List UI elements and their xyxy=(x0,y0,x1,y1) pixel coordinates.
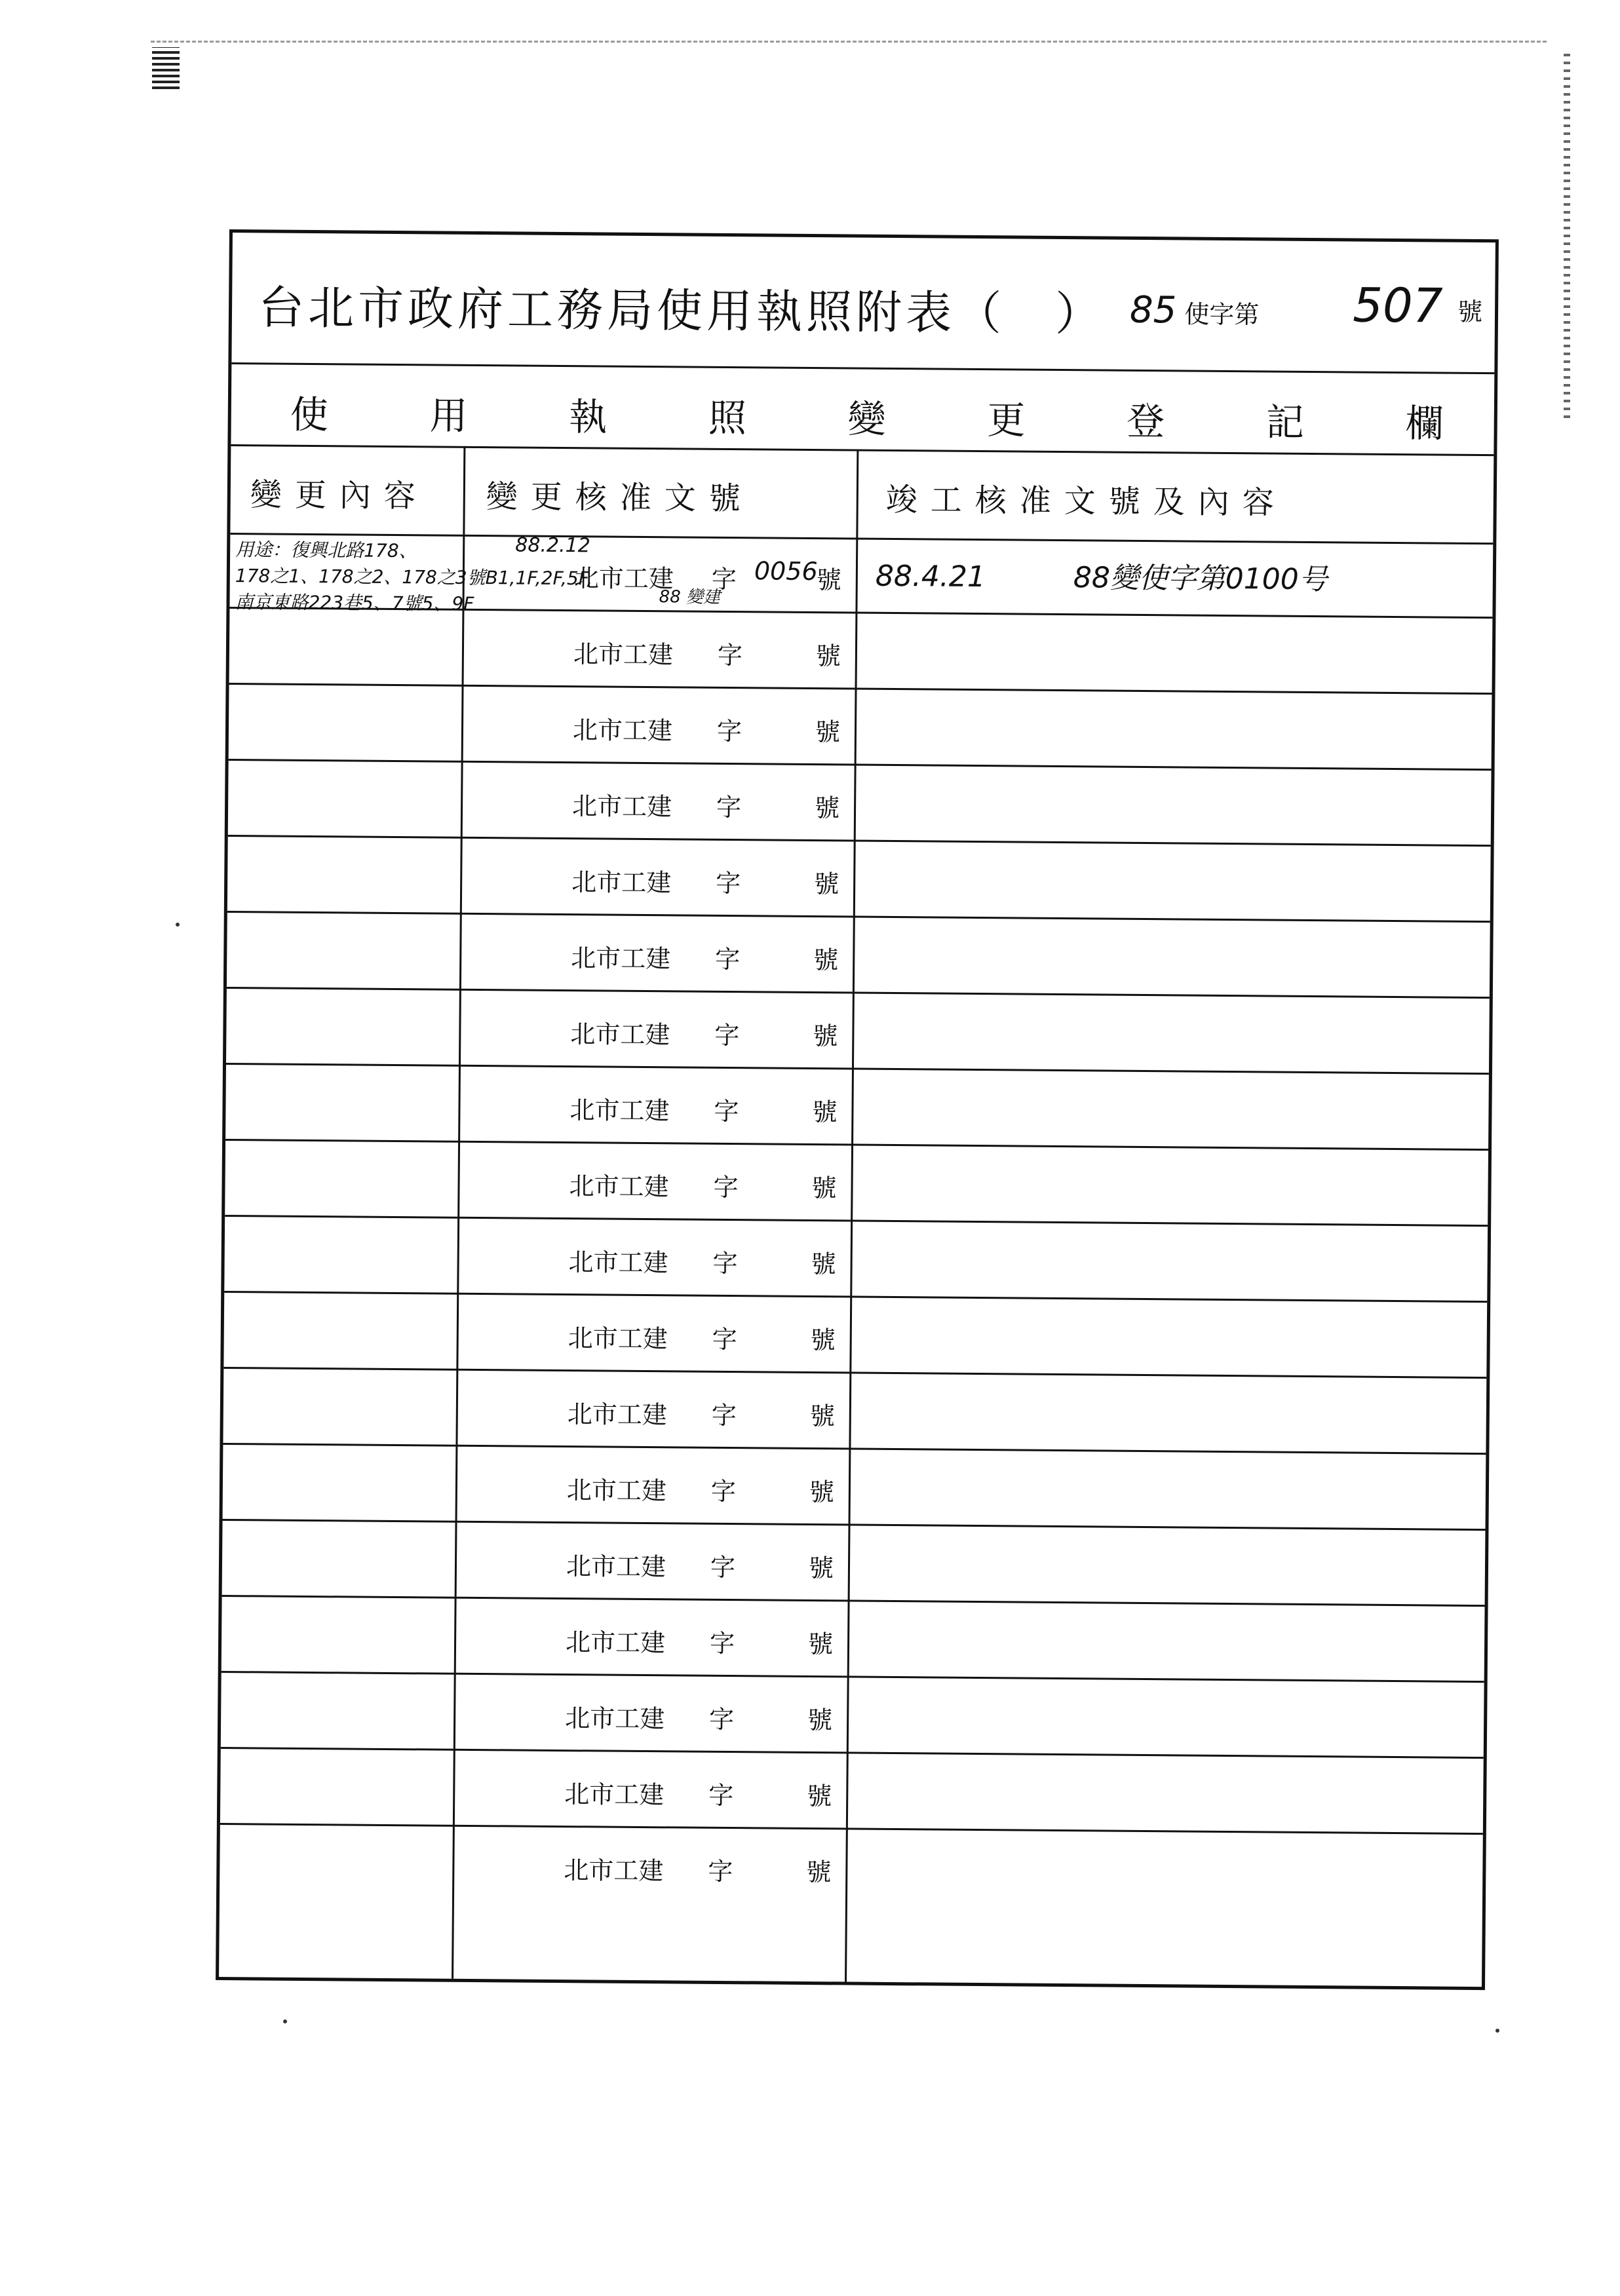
table-row xyxy=(229,533,1493,619)
change-approval-cell xyxy=(456,1295,850,1372)
approval-zi: 字 xyxy=(708,1780,734,1810)
table-row xyxy=(220,1749,1484,1835)
register-rows xyxy=(220,533,1493,1911)
approval-prefix: 北市工建 xyxy=(571,868,672,898)
approval-zi: 字 xyxy=(715,944,741,974)
section-title-char: 照 xyxy=(708,395,747,441)
approval-zi: 字 xyxy=(714,1020,740,1050)
approval-zi: 字 xyxy=(711,1400,737,1430)
approval-hao: 號 xyxy=(815,718,841,747)
approval-hao: 號 xyxy=(815,641,841,671)
approval-prefix: 北市工建 xyxy=(571,792,672,822)
change-approval-cell xyxy=(458,1067,852,1144)
approval-zi: 字 xyxy=(708,1856,733,1886)
approval-zi: 字 xyxy=(709,1628,735,1658)
approval-zi: 字 xyxy=(711,564,737,594)
permit-year-handwritten: 85 xyxy=(1129,288,1177,332)
table-row xyxy=(222,1597,1485,1683)
form-title-row xyxy=(231,233,1495,374)
scan-artifact-mark xyxy=(152,47,180,89)
column-header-change-content: 變更內容 xyxy=(250,476,429,515)
column-header-change-approval-no: 變更核准文號 xyxy=(486,478,754,518)
content-line: 南京東路223巷5、7號5、9F xyxy=(235,591,474,615)
change-approval-cell xyxy=(459,991,853,1068)
change-approval-cell xyxy=(460,839,854,916)
approval-hao: 號 xyxy=(806,1857,832,1887)
permit-number-handwritten: 507 xyxy=(1352,277,1443,334)
approval-hao: 號 xyxy=(811,1174,837,1203)
table-row xyxy=(223,1293,1487,1379)
approval-hao: 號 xyxy=(807,1630,834,1659)
approval-number-handwritten: 0056 xyxy=(754,556,818,586)
section-title-char: 更 xyxy=(987,398,1026,443)
table-row xyxy=(228,761,1492,847)
section-title xyxy=(290,384,1444,448)
table-row xyxy=(223,1445,1486,1531)
column-header-row xyxy=(230,444,1494,545)
approval-zi: 字 xyxy=(716,716,742,746)
completion-approval-handwritten xyxy=(876,552,1328,598)
approval-date-handwritten: 88.2.12 xyxy=(515,533,590,558)
approval-zi: 字 xyxy=(716,868,741,898)
table-row xyxy=(222,1521,1486,1607)
change-approval-cell xyxy=(462,611,856,688)
approval-prefix: 北市工建 xyxy=(569,1172,669,1202)
approval-prefix: 北市工建 xyxy=(572,716,673,746)
scan-speck xyxy=(176,923,180,927)
form-title: 台北市政府工務局使用執照附表（ ） xyxy=(258,280,1106,341)
approval-hao: 號 xyxy=(809,1478,835,1507)
change-approval-cell xyxy=(455,1371,849,1448)
scan-edge-right xyxy=(1564,51,1570,418)
content-line: 178之1、178之2、178之3號B1,1F,2F,5F, xyxy=(235,565,593,590)
permit-suffix: 號 xyxy=(1457,297,1483,327)
approval-zi: 字 xyxy=(712,1248,738,1278)
approval-hao: 號 xyxy=(814,794,840,823)
table-row xyxy=(221,1673,1484,1759)
approval-hao: 號 xyxy=(807,1781,832,1811)
approval-prefix: 北市工建 xyxy=(568,1324,668,1354)
approval-prefix: 北市工建 xyxy=(571,944,671,974)
table-row xyxy=(227,913,1490,999)
change-approval-cell xyxy=(457,1143,851,1220)
approval-prefix: 北市工建 xyxy=(566,1552,666,1582)
approval-hao: 號 xyxy=(809,1402,835,1431)
section-title-char: 執 xyxy=(568,394,608,440)
approval-prefix: 北市工建 xyxy=(566,1476,667,1506)
approval-hao: 號 xyxy=(811,1250,836,1279)
approval-zi: 字 xyxy=(714,1096,739,1126)
table-row xyxy=(226,989,1490,1075)
approval-prefix: 北市工建 xyxy=(570,1020,670,1050)
section-title-char: 欄 xyxy=(1405,401,1444,446)
approval-zi: 字 xyxy=(712,1324,737,1354)
section-title-char: 使 xyxy=(290,392,329,438)
approval-zi: 字 xyxy=(708,1704,735,1734)
approval-hao: 號 xyxy=(814,870,839,899)
approval-hao: 號 xyxy=(813,946,839,975)
approval-hao: 號 xyxy=(808,1554,834,1583)
approval-prefix: 北市工建 xyxy=(564,1856,664,1886)
usage-permit-change-form xyxy=(216,229,1499,1990)
section-title-char: 變 xyxy=(847,396,886,442)
table-row xyxy=(220,1825,1483,1911)
column-header-completion-approval: 竣工核准文號及內容 xyxy=(885,481,1288,522)
scan-speck xyxy=(283,2019,287,2023)
table-row xyxy=(223,1369,1486,1455)
table-row xyxy=(227,837,1491,923)
approval-zi: 字 xyxy=(710,1476,737,1506)
approval-hao: 號 xyxy=(813,1022,838,1051)
approval-prefix: 北市工建 xyxy=(568,1248,668,1278)
section-title-row xyxy=(231,362,1494,456)
change-approval-cell xyxy=(461,687,855,764)
change-approval-cell xyxy=(453,1675,847,1752)
approval-hao: 號 xyxy=(807,1705,833,1735)
section-title-char: 用 xyxy=(429,393,468,438)
change-approval-cell xyxy=(461,763,855,840)
change-approval-cell xyxy=(453,1751,847,1828)
table-row xyxy=(225,1065,1489,1151)
section-title-char: 記 xyxy=(1265,400,1305,445)
approval-zi: 字 xyxy=(710,1552,736,1582)
table-row xyxy=(224,1217,1488,1303)
approval-prefix: 北市工建 xyxy=(567,1400,667,1430)
scan-edge-top xyxy=(151,41,1547,43)
approval-prefix: 北市工建 xyxy=(565,1628,666,1658)
change-approval-cell xyxy=(459,915,853,992)
completion-ref-handwritten: 88變使字第0100号 xyxy=(1073,561,1328,597)
change-approval-cell xyxy=(457,1219,851,1296)
approval-hao: 號 xyxy=(816,565,842,595)
change-approval-cell xyxy=(455,1523,849,1600)
approval-prefix: 北市工建 xyxy=(573,564,674,594)
approval-prefix: 北市工建 xyxy=(564,1780,665,1810)
change-approval-cell xyxy=(455,1447,849,1524)
approval-prefix: 北市工建 xyxy=(569,1096,670,1126)
change-approval-cell xyxy=(454,1599,848,1676)
permit-label: 使字第 xyxy=(1184,299,1260,330)
scan-speck xyxy=(1495,2029,1499,2033)
table-row xyxy=(229,609,1493,695)
approval-hao: 號 xyxy=(812,1098,838,1127)
approval-prefix: 北市工建 xyxy=(573,640,674,670)
table-row xyxy=(225,1141,1488,1227)
content-line: 用途：復興北路178、 xyxy=(235,539,417,562)
table-row xyxy=(229,685,1492,771)
approval-zi: 字 xyxy=(717,640,743,670)
approval-prefix: 北市工建 xyxy=(564,1704,665,1734)
approval-zi: 字 xyxy=(716,792,742,822)
change-approval-cell xyxy=(452,1827,846,1906)
section-title-char: 登 xyxy=(1126,398,1165,444)
approval-note-handwritten: 88 變建 xyxy=(659,587,721,607)
completion-date-handwritten: 88.4.21 xyxy=(875,559,986,594)
approval-hao: 號 xyxy=(810,1326,836,1355)
change-approval-cell xyxy=(462,535,856,612)
approval-zi: 字 xyxy=(713,1172,739,1202)
permit-number xyxy=(1129,277,1483,334)
